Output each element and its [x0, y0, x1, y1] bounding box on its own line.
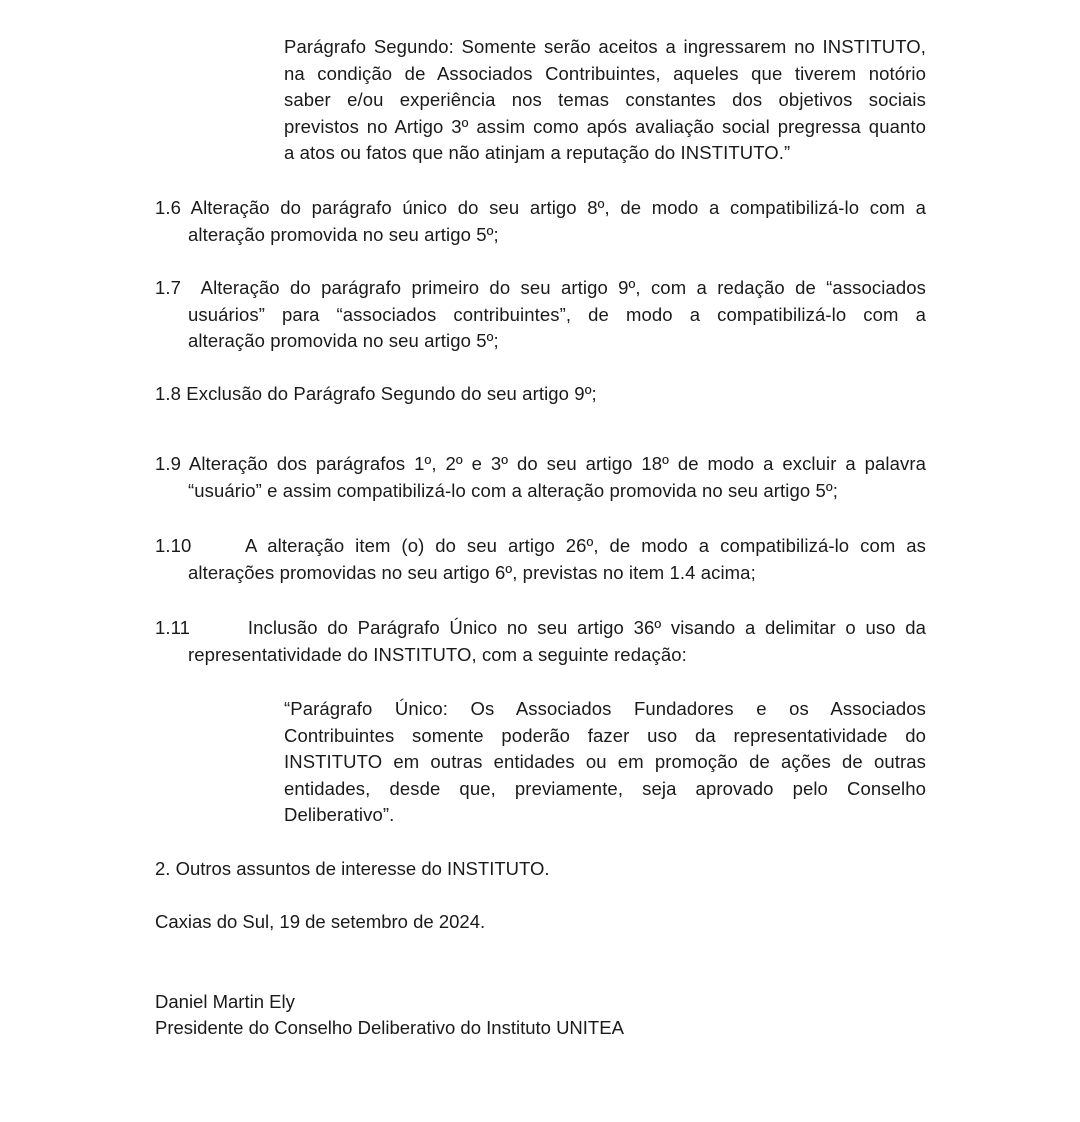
- item-1-9: [155, 451, 926, 504]
- place-date: Caxias do Sul, 19 de setembro de 2024.: [155, 911, 486, 932]
- quote-line: Parágrafo Segundo: Somente serão aceitos a ingressarem no INSTITUTO,: [284, 36, 926, 57]
- signature-title: Presidente do Conselho Deliberativo do Instituto UNITEA: [155, 1017, 624, 1038]
- item-number: 1.6: [155, 197, 182, 218]
- item-first-line: [155, 275, 926, 302]
- item-number: 1.7: [155, 277, 182, 298]
- item-continuation: “usuário” e assim compatibilizá-lo com a alteração promovida no seu artigo 5º;: [188, 479, 839, 501]
- item-1-7: [155, 275, 926, 355]
- item-1-11: [155, 615, 926, 668]
- quote-paragrafo-unico: [284, 696, 926, 829]
- item-first-line: [155, 533, 926, 560]
- item-continuation: usuários” para “associados contribuintes”, de modo a compatibilizá-lo com a: [188, 303, 926, 325]
- quote-line: previstos no Artigo 3º assim como após avaliação social pregressa quanto: [284, 115, 926, 137]
- item-first-line: [155, 381, 926, 408]
- item-continuation: alteração promovida no seu artigo 5º;: [188, 223, 499, 245]
- item-text: A alteração item (o) do seu artigo 26º, de modo a compatibilizá-lo com as: [244, 535, 926, 556]
- item-number: 1.11: [155, 617, 191, 638]
- quote-line: saber e/ou experiência nos temas constantes dos objetivos sociais: [284, 89, 926, 110]
- quote-line: Contribuintes somente poderão fazer uso da representatividade do: [284, 724, 926, 746]
- item-number: 1.9: [155, 453, 182, 474]
- item-number: 1.8: [155, 383, 182, 404]
- quote-line: “Parágrafo Único: Os Associados Fundadores e os Associados: [284, 698, 926, 719]
- item-first-line: [155, 451, 926, 478]
- item-text: Alteração do parágrafo único do seu artigo 8º, de modo a compatibilizá-lo com a: [190, 197, 926, 218]
- item-text: Exclusão do Parágrafo Segundo do seu artigo 9º;: [186, 383, 597, 404]
- signature-name: Daniel Martin Ely: [155, 991, 295, 1012]
- quote-line: Deliberativo”.: [284, 804, 395, 825]
- item-1-10: [155, 533, 926, 586]
- quote-line: na condição de Associados Contribuintes, aqueles que tiverem notório: [284, 62, 926, 84]
- item-text: Alteração do parágrafo primeiro do seu artigo 9º, com a redação de “associados: [200, 277, 926, 298]
- item-1-8: [155, 381, 926, 408]
- item-text: Alteração dos parágrafos 1º, 2º e 3º do seu artigo 18º de modo a excluir a palavra: [188, 453, 926, 474]
- item-continuation: representatividade do INSTITUTO, com a seguinte redação:: [188, 643, 687, 665]
- quote-line: INSTITUTO em outras entidades ou em promoção de ações de outras: [284, 751, 926, 772]
- quote-line: entidades, desde que, previamente, seja aprovado pelo Conselho: [284, 777, 926, 799]
- item-first-line: [155, 195, 926, 222]
- item-continuation: alterações promovidas no seu artigo 6º, previstas no item 1.4 acima;: [188, 561, 756, 583]
- quote-line: a atos ou fatos que não atinjam a reputação do INSTITUTO.”: [284, 142, 791, 163]
- item-2: 2. Outros assuntos de interesse do INSTITUTO.: [155, 858, 550, 879]
- item-text: Inclusão do Parágrafo Único no seu artigo 36º visando a delimitar o uso da: [247, 617, 926, 638]
- quote-paragrafo-segundo: [284, 34, 926, 167]
- item-first-line: [155, 615, 926, 642]
- item-number: 1.10: [155, 535, 192, 556]
- item-continuation: alteração promovida no seu artigo 5º;: [188, 330, 499, 351]
- item-1-6: [155, 195, 926, 248]
